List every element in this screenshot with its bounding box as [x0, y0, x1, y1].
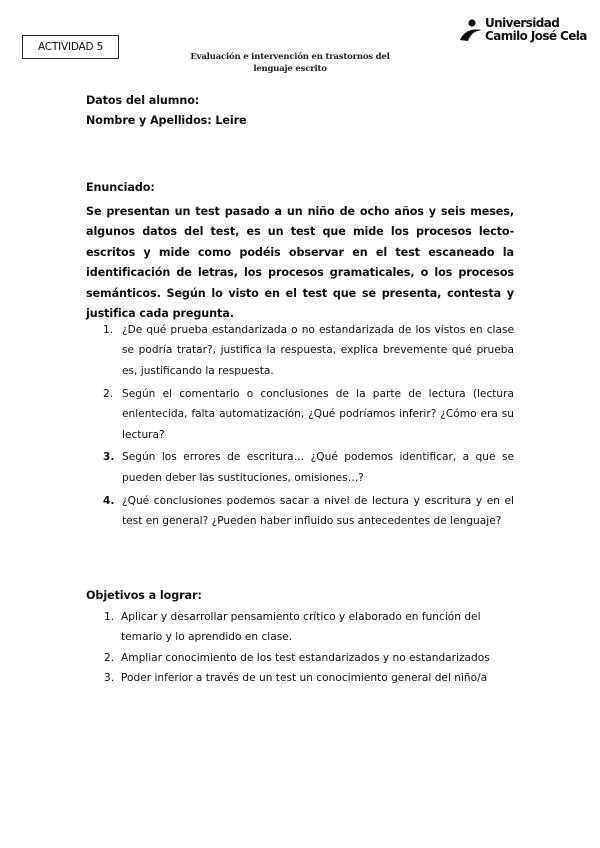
document-title: Evaluación e intervención en trastornos del lenguaje escrito	[190, 52, 390, 74]
question-text: Según el comentario o conclusiones de la parte de lectura (lectura enlentecida, falta automatización, ¿Qué podríamos inferir? ¿Cómo era su lectura?	[122, 387, 514, 441]
question-number: 3.	[103, 451, 115, 464]
statement-heading-wrap	[86, 178, 514, 198]
objective-number: 2.	[104, 651, 115, 664]
objective-item	[86, 648, 514, 668]
statement-text: Se presentan un test pasado a un niño de ocho años y seis meses, algunos datos del test, es un test que mide los procesos lecto-escritos y mide como podéis observar en el test escaneado la identificación de letras, los procesos gramaticales, o los procesos semánticos. Según lo visto en el test que se presenta, contesta y justifica cada pregunta.	[86, 205, 514, 321]
question-number: 4.	[103, 494, 115, 507]
question-number: 2.	[103, 387, 114, 400]
logo-figure-icon	[458, 19, 484, 43]
university-logo	[458, 16, 587, 45]
activity-label: ACTIVIDAD 5	[22, 35, 119, 59]
question-text: Según los errores de escritura… ¿Qué podemos identificar, a que se pueden deber las sustituciones, omisiones…?	[122, 451, 514, 484]
objective-item	[86, 607, 514, 648]
question-list	[86, 320, 514, 534]
objective-item	[86, 668, 514, 688]
question-item	[86, 320, 514, 381]
objective-text: Ampliar conocimiento de los test estandarizados y no estandarizados	[121, 651, 490, 664]
student-section	[86, 91, 514, 131]
question-text: ¿De qué prueba estandarizada o no estandarizada de los vistos en clase se podría tratar?, justifica la respuesta, explica brevemente qué prueba es, justificando la respuesta.	[122, 324, 514, 377]
question-item	[86, 447, 514, 488]
question-text: ¿Qué conclusiones podemos sacar a nivel de lectura y escritura y en el test en general? ¿Pueden haber influido sus antecedentes de lenguaje?	[122, 494, 514, 528]
question-number: 1.	[103, 324, 114, 336]
student-name: Nombre y Apellidos: Leire	[86, 114, 247, 127]
objectives-heading: Objetivos a lograr:	[86, 589, 202, 602]
logo-line-1: Universidad	[485, 16, 560, 30]
objective-text-cont: temario y lo aprendido en clase.	[121, 631, 293, 644]
statement-heading: Enunciado:	[86, 181, 155, 194]
logo-line-2: Camilo José Cela	[485, 29, 587, 43]
objective-text: Aplicar y desarrollar pensamiento crítico y elaborado en función del	[121, 611, 481, 623]
objective-number: 3.	[104, 672, 115, 685]
objective-number: 1.	[104, 611, 115, 623]
objectives-heading-wrap	[86, 586, 514, 606]
student-heading: Datos del alumno:	[86, 94, 200, 107]
objective-text: Poder inferior a través de un test un conocimiento general del niño/a	[121, 672, 488, 685]
question-item	[86, 491, 514, 532]
question-item	[86, 384, 514, 445]
objectives-list	[86, 607, 514, 689]
